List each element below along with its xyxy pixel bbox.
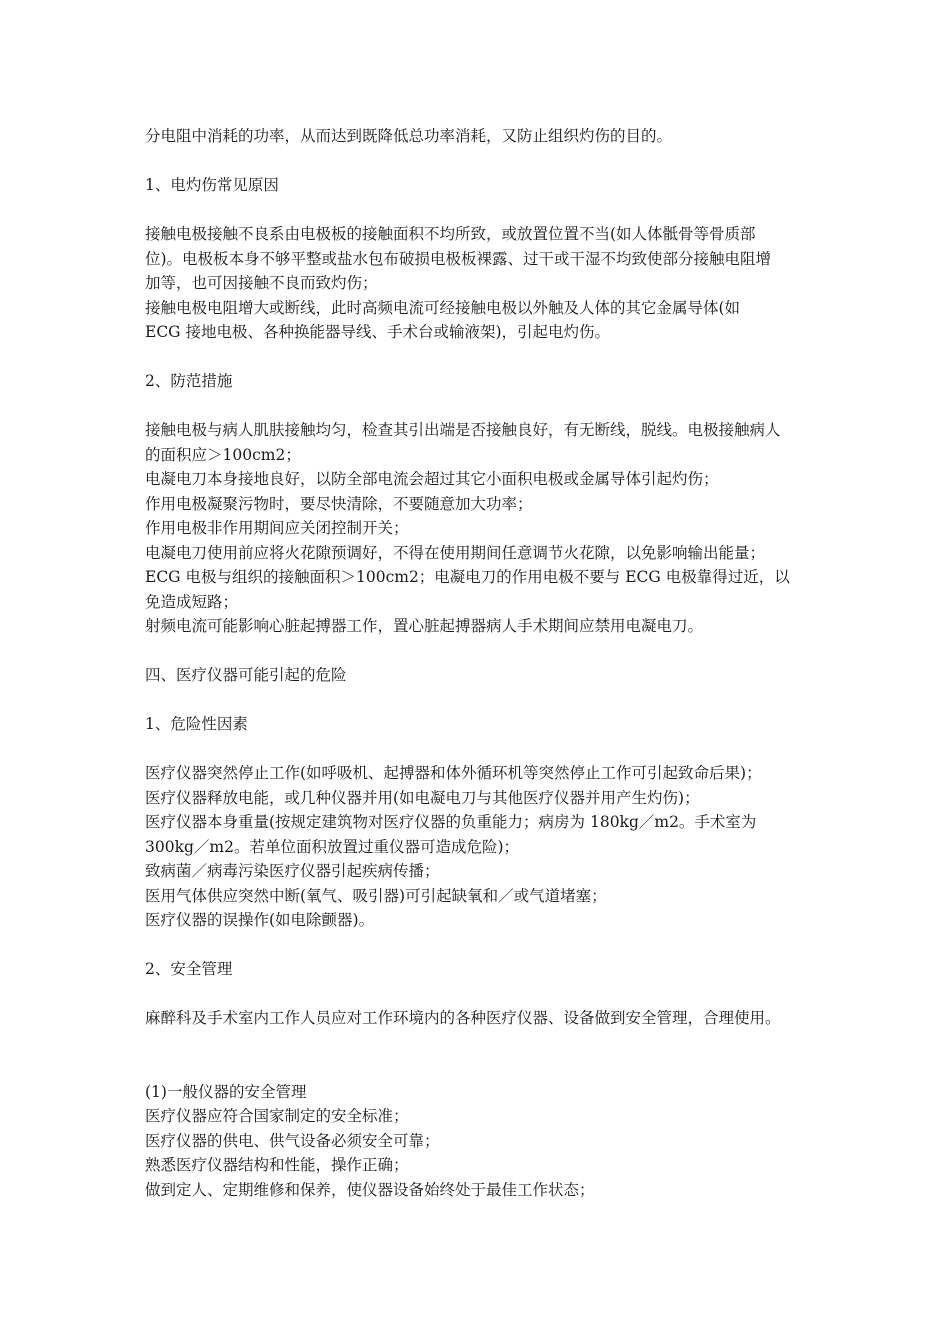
- paragraph-line: 医疗仪器突然停止工作(如呼吸机、起搏器和体外循环机等突然停止工作可引起致命后果)；: [145, 764, 762, 782]
- spacer: [145, 933, 825, 958]
- paragraph-line: ECG 接地电极、各种换能器导线、手术台或输液架)，引起电灼伤。: [145, 323, 611, 341]
- paragraph-line: 加等，也可因接触不良而致灼伤；: [145, 274, 378, 292]
- paragraph-line: 接触电极接触不良系由电极板的接触面积不均所致，或放置位置不当(如人体骶骨等骨质部: [145, 225, 756, 243]
- spacer: [145, 345, 825, 370]
- paragraph-line: 熟悉医疗仪器结构和性能，操作正确；: [145, 1156, 409, 1174]
- spacer: [145, 198, 825, 223]
- paragraph-line: 接触电极与病人肌肤接触均匀，检查其引出端是否接触良好，有无断线，脱线。电极接触病人: [145, 421, 781, 439]
- spacer: [145, 688, 825, 713]
- section-heading-prevention: 2、防范措施: [145, 372, 233, 390]
- subsection-heading-general-devices: (1)一般仪器的安全管理: [145, 1082, 307, 1101]
- section-heading-safety-management: 2、安全管理: [145, 960, 233, 978]
- paragraph-line: 位)。电极板本身不够平整或盐水包布破损电极板裸露、过干或干湿不均致使部分接触电阻增: [145, 249, 772, 268]
- paragraph-line: 医疗仪器本身重量(按规定建筑物对医疗仪器的负重能力；病房为 180kg／m2。手术室为: [145, 813, 757, 831]
- paragraph-line: 作用电极非作用期间应关闭控制开关；: [145, 519, 409, 537]
- spacer: [145, 737, 825, 762]
- spacer: [145, 639, 825, 664]
- spacer: [145, 149, 825, 174]
- paragraph-line: 麻醉科及手术室内工作人员应对工作环境内的各种医疗仪器、设备做到安全管理，合理使用。: [145, 1009, 781, 1027]
- paragraph-line: 致病菌／病毒污染医疗仪器引起疾病传播；: [145, 862, 440, 880]
- paragraph-line: 电凝电刀使用前应将火花隙预调好，不得在使用期间任意调节火花隙，以免影响输出能量；: [145, 543, 766, 562]
- section-heading-burn-causes: 1、电灼伤常见原因: [145, 176, 279, 194]
- paragraph-line: 电凝电刀本身接地良好，以防全部电流会超过其它小面积电极或金属导体引起灼伤；: [145, 470, 719, 488]
- section-heading-risk-factors: 1、危险性因素: [145, 715, 248, 733]
- paragraph-line: 作用电极凝聚污物时，要尽快清除，不要随意加大功率；: [145, 494, 533, 513]
- intro-line: 分电阻中消耗的功率，从而达到既降低总功率消耗，又防止组织灼伤的目的。: [145, 127, 673, 145]
- paragraph-line: 做到定人、定期维修和保养，使仪器设备始终处于最佳工作状态；: [145, 1180, 595, 1199]
- paragraph-line: 300kg／m2。若单位面积放置过重仪器可造成危险)；: [145, 837, 520, 856]
- paragraph-line: 医疗仪器应符合国家制定的安全标准；: [145, 1107, 409, 1125]
- paragraph-line: 射频电流可能影响心脏起搏器工作，置心脏起搏器病人手术期间应禁用电凝电刀。: [145, 617, 704, 635]
- paragraph-line: 的面积应＞100cm2；: [145, 445, 301, 464]
- paragraph-line: 免造成短路；: [145, 592, 239, 611]
- paragraph-line: 医疗仪器释放电能，或几种仪器并用(如电凝电刀与其他医疗仪器并用产生灼伤)；: [145, 788, 700, 807]
- document-page: [145, 124, 825, 1202]
- spacer: [145, 394, 825, 419]
- paragraph-line: 医疗仪器的误操作(如电除颤器)。: [145, 911, 375, 929]
- paragraph-line: 医用气体供应突然中断(氧气、吸引器)可引起缺氧和／或气道堵塞；: [145, 886, 607, 905]
- chapter-heading-device-hazards: 四、医疗仪器可能引起的危险: [145, 666, 347, 684]
- spacer: [145, 982, 825, 1007]
- paragraph-line: ECG 电极与组织的接触面积＞100cm2；电凝电刀的作用电极不要与 ECG 电极靠得过近，以: [145, 568, 790, 586]
- paragraph-line: 医疗仪器的供电、供气设备必须安全可靠；: [145, 1131, 440, 1150]
- paragraph-line: 接触电极电阻增大或断线，此时高频电流可经接触电极以外触及人体的其它金属导体(如: [145, 298, 741, 317]
- spacer: [145, 1031, 825, 1080]
